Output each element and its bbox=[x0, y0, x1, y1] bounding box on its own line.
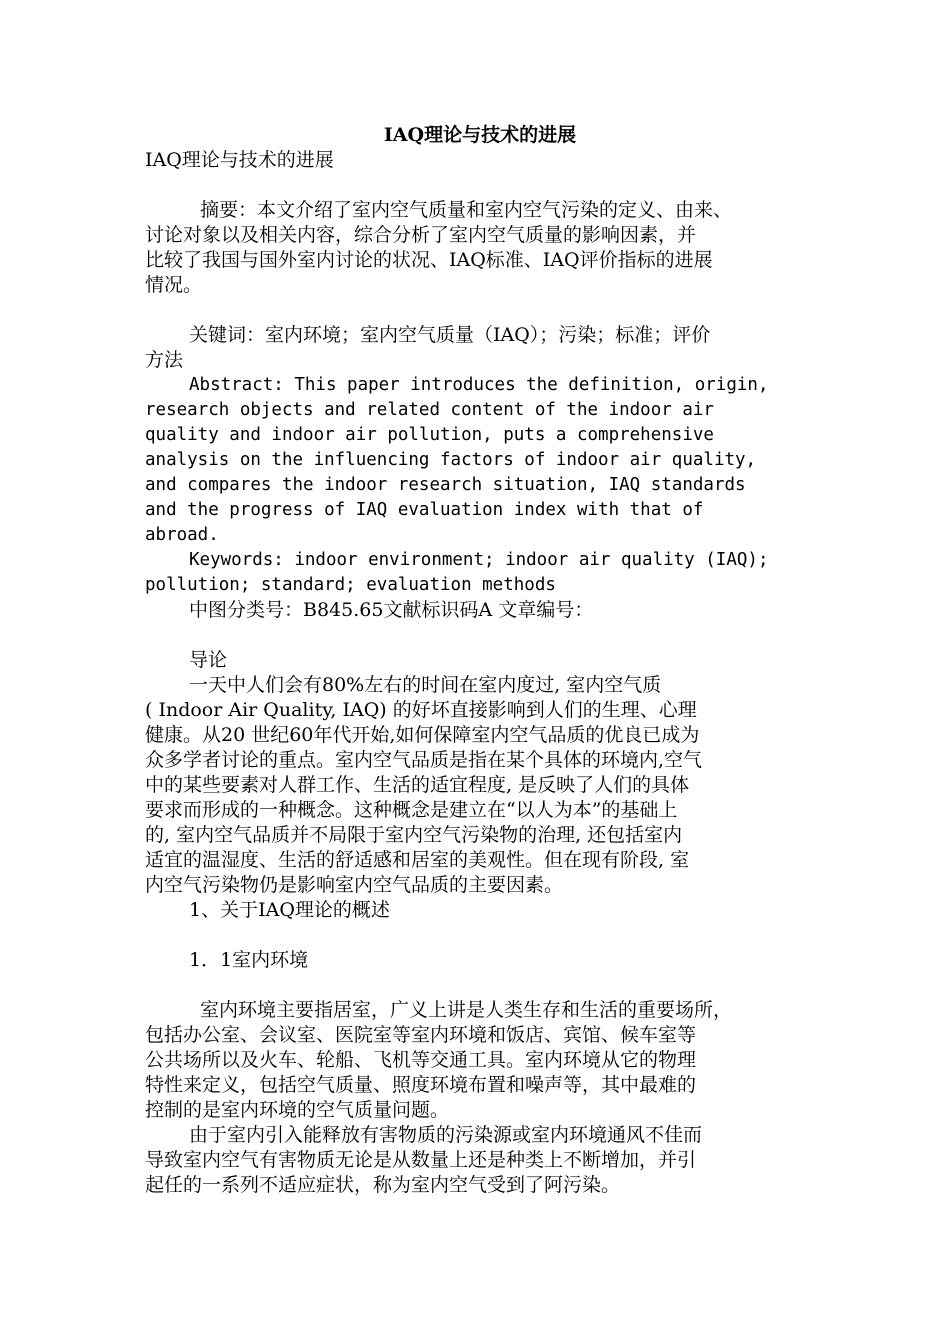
intro-line: 适宜的温湿度、生活的舒适感和居室的美观性。但在现有阶段, 室 bbox=[145, 849, 690, 871]
abstract-en-line: analysis on the influencing factors of indoor air quality, bbox=[145, 450, 757, 470]
section-1-1-paragraph-1 bbox=[145, 998, 815, 1123]
intro-line: ( Indoor Air Quality, IAQ) 的好坏直接影响到人们的生理、心理 bbox=[145, 699, 697, 721]
intro-line: 众多学者讨论的重点。室内空气品质是指在某个具体的环境内,空气 bbox=[145, 749, 703, 771]
intro-paragraph bbox=[145, 673, 815, 898]
section-line: 特性来定义，包括空气质量、照度环境布置和噪声等，其中最难的 bbox=[145, 1074, 697, 1096]
abstract-cn bbox=[145, 198, 815, 298]
abstract-en-line: Abstract: This paper introduces the definition, origin, bbox=[189, 375, 769, 395]
document-body bbox=[145, 122, 815, 1198]
section-line: 起任的一系列不适应症状，称为室内空气受到了阿污染。 bbox=[145, 1174, 621, 1196]
intro-line: 一天中人们会有80%左右的时间在室内度过, 室内空气质 bbox=[189, 674, 662, 696]
section-line: 控制的是室内环境的空气质量问题。 bbox=[145, 1099, 450, 1121]
keywords-en-line: pollution; standard; evaluation methods bbox=[145, 575, 556, 595]
abstract-en-line: and the progress of IAQ evaluation index with that of bbox=[145, 500, 704, 520]
keywords-en bbox=[145, 548, 815, 598]
abstract-cn-line: 比较了我国与国外室内讨论的状况、IAQ标准、IAQ评价指标的进展 bbox=[145, 249, 713, 271]
abstract-cn-line: 情况。 bbox=[145, 274, 203, 296]
abstract-cn-line: 讨论对象以及相关内容，综合分析了室内空气质量的影响因素，并 bbox=[145, 224, 697, 246]
abstract-en-line: abroad. bbox=[145, 525, 219, 545]
intro-line: 健康。从20 世纪60年代开始,如何保障室内空气品质的优良已成为 bbox=[145, 724, 700, 746]
keywords-cn-line: 关键词：室内环境；室内空气质量（IAQ）；污染；标准；评价 bbox=[189, 324, 711, 346]
keywords-en-line: Keywords: indoor environment; indoor air quality (IAQ); bbox=[189, 550, 769, 570]
section-line: 公共场所以及火车、轮船、飞机等交通工具。室内环境从它的物理 bbox=[145, 1049, 697, 1071]
document-subtitle: IAQ理论与技术的进展 bbox=[145, 149, 334, 171]
section-1-1-paragraph-2 bbox=[145, 1123, 815, 1198]
abstract-cn-line: 摘要：本文介绍了室内空气质量和室内空气污染的定义、由来、 bbox=[200, 199, 733, 221]
abstract-en-line: research objects and related content of the indoor air bbox=[145, 400, 714, 420]
intro-line: 的, 室内空气品质并不局限于室内空气污染物的治理, 还包括室内 bbox=[145, 824, 683, 846]
section-line: 导致室内空气有害物质无论是从数量上还是种类上不断增加，并引 bbox=[145, 1149, 697, 1171]
abstract-en bbox=[145, 373, 815, 548]
section-line: 包括办公室、会议室、医院室等室内环境和饭店、宾馆、候车室等 bbox=[145, 1024, 697, 1046]
intro-heading: 导论 bbox=[189, 649, 228, 671]
intro-line: 中的某些要素对人群工作、生活的适宜程度, 是反映了人们的具体 bbox=[145, 774, 690, 796]
keywords-cn bbox=[145, 323, 815, 373]
section-line: 室内环境主要指居室，广义上讲是人类生存和生活的重要场所， bbox=[200, 999, 733, 1021]
classification-line: 中图分类号：B845.65文献标识码A 文章编号： bbox=[189, 599, 594, 621]
intro-line: 内空气污染物仍是影响室内空气品质的主要因素。 bbox=[145, 874, 564, 896]
abstract-en-line: and compares the indoor research situation, IAQ standards bbox=[145, 475, 746, 495]
intro-line: 要求而形成的一种概念。这种概念是建立在“以人为本”的基础上 bbox=[145, 799, 678, 821]
keywords-cn-line: 方法 bbox=[145, 349, 184, 371]
document-title: IAQ理论与技术的进展 bbox=[383, 124, 577, 146]
abstract-en-line: quality and indoor air pollution, puts a comprehensive bbox=[145, 425, 714, 445]
section-line: 由于室内引入能释放有害物质的污染源或室内环境通风不佳而 bbox=[189, 1124, 703, 1146]
section-1-1-heading: 1．1室内环境 bbox=[189, 949, 309, 971]
section-1-heading: 1、关于IAQ理论的概述 bbox=[189, 899, 390, 921]
